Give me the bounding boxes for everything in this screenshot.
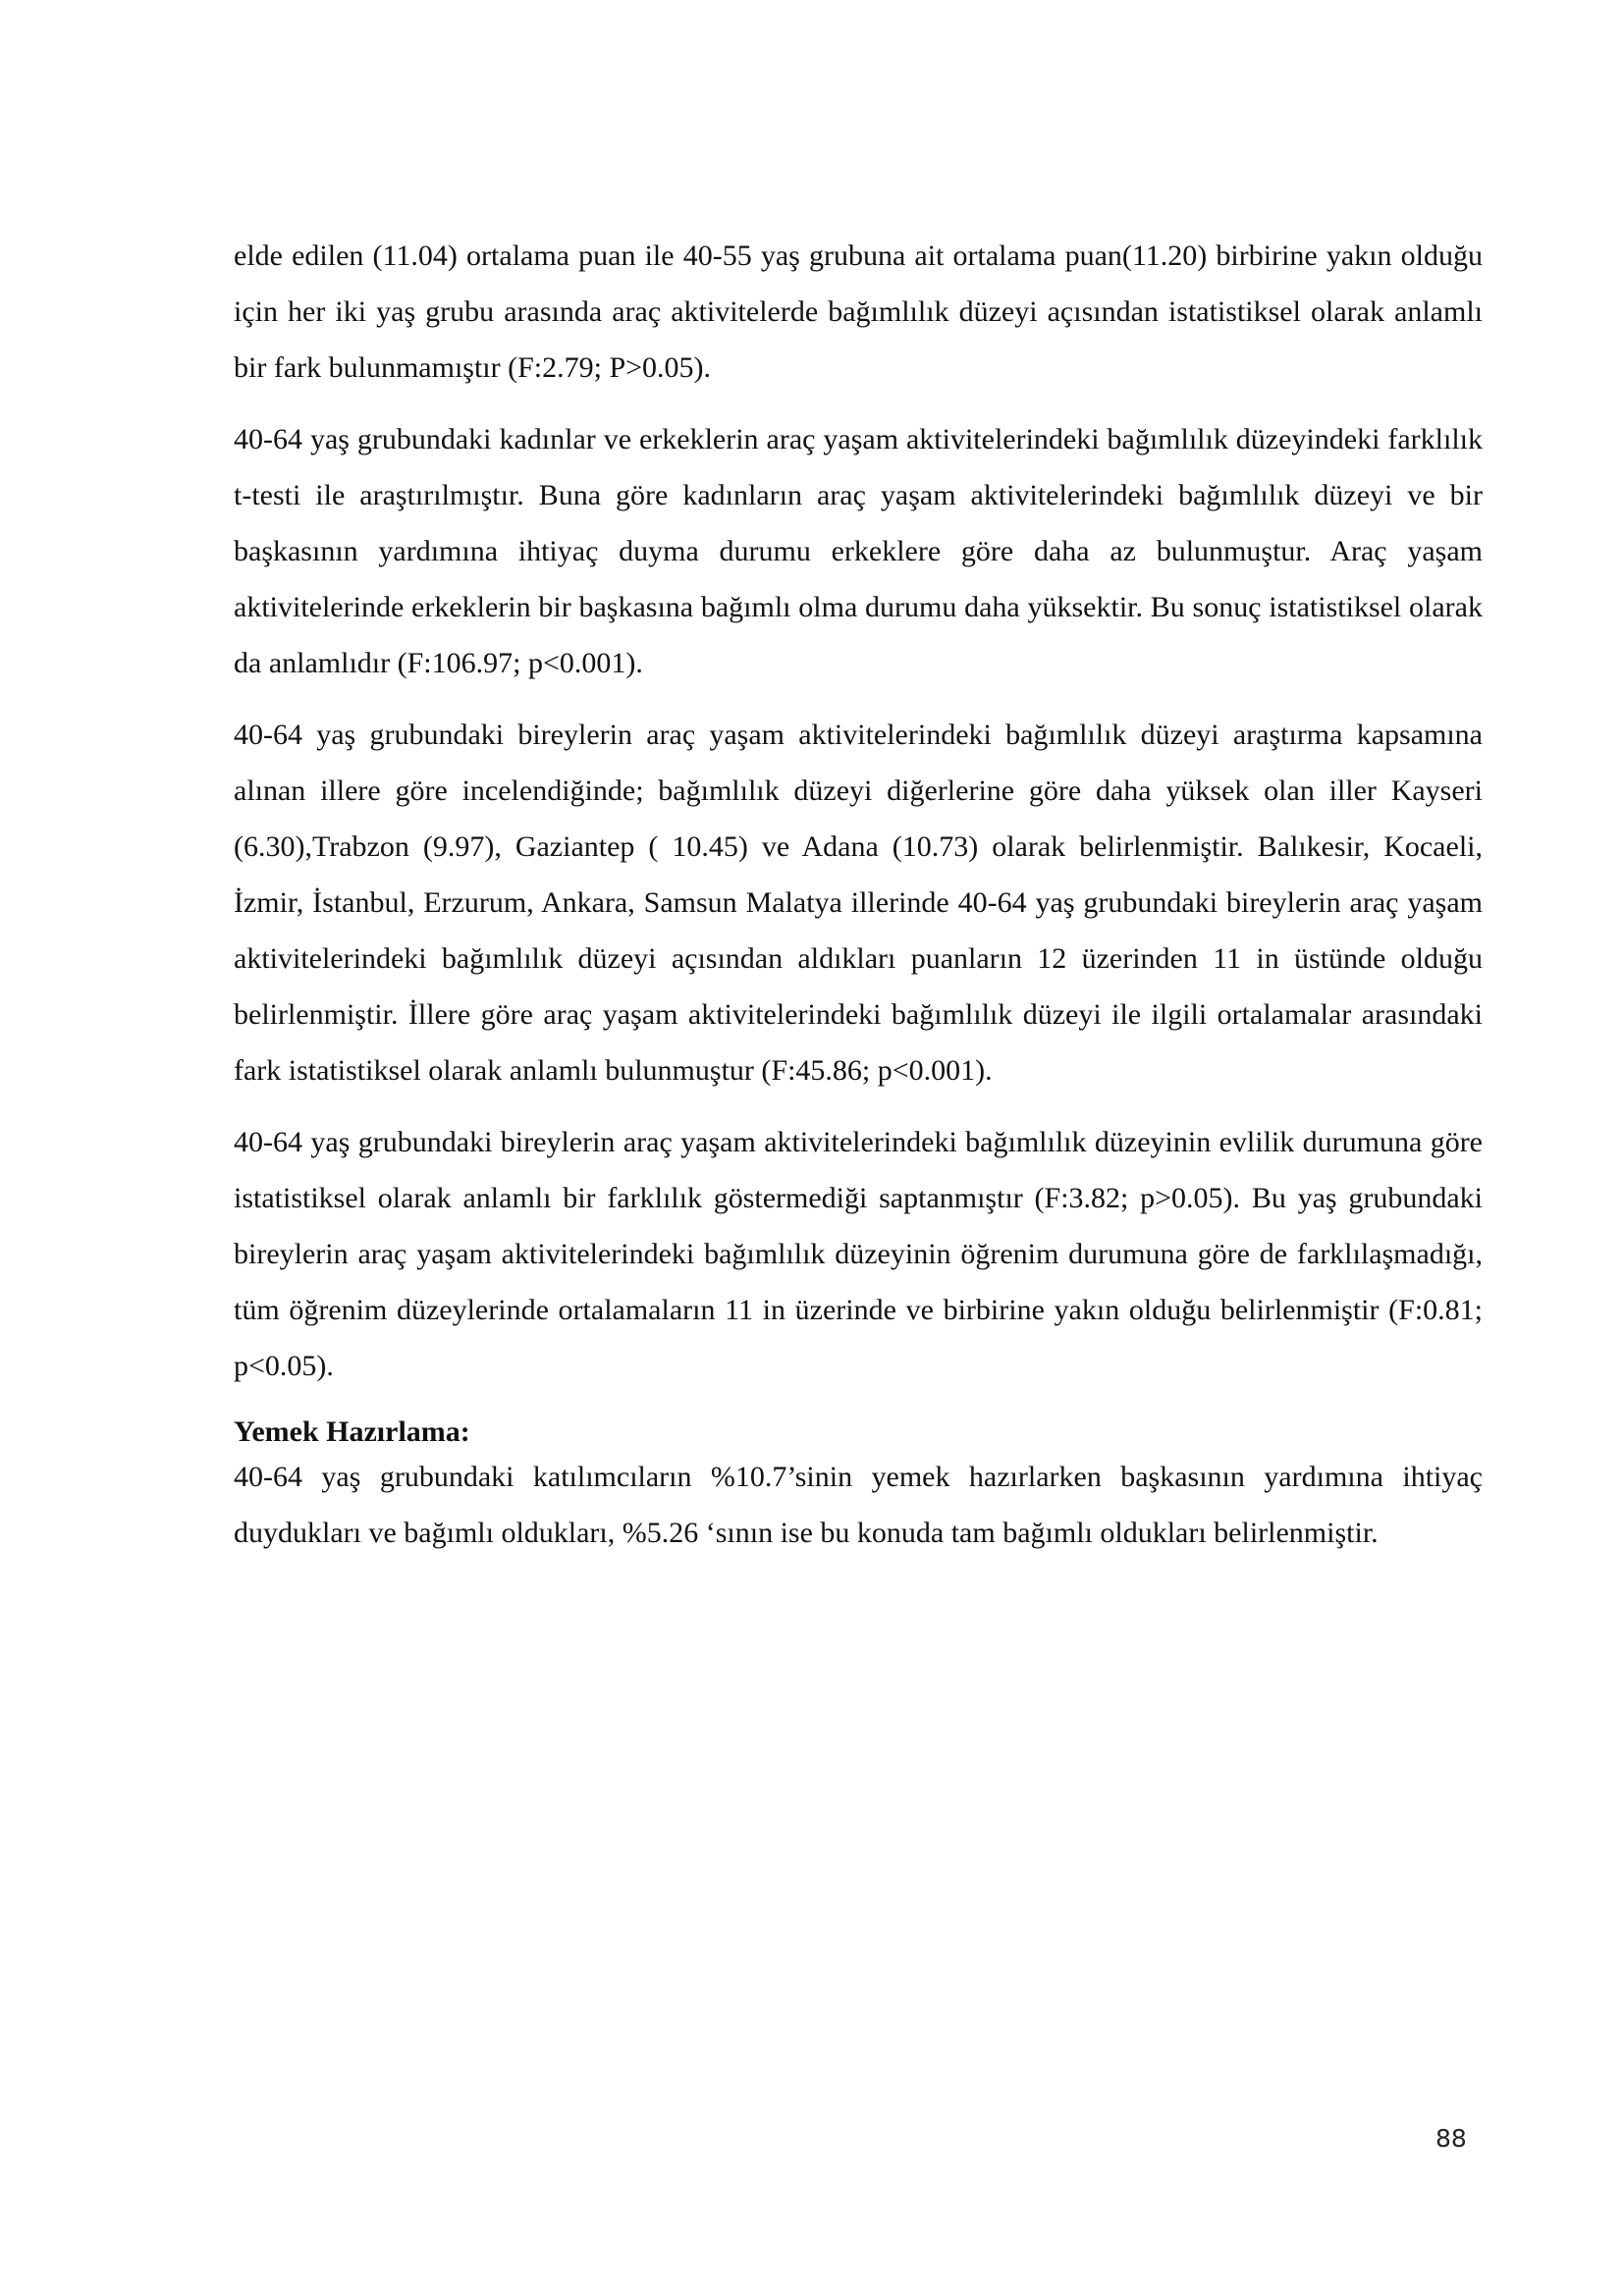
paragraph-province-comparison: 40-64 yaş grubundaki bireylerin araç yaşam aktivitelerindeki bağımlılık düzeyi araştırma kapsamına alınan illere göre incelendiğinde; bağımlılık düzeyi diğerlerine göre daha yüksek olan iller Kayseri (6.30),Trabzon (9.97), Gaziantep ( 10.45) ve Adana (10.73) olarak belirlenmiştir. Balıkesir, Kocaeli, İzmir, İstanbul, Erzurum, Ankara, Samsun Malatya illerinde 40-64 yaş grubundaki bireylerin araç yaşam aktivitelerindeki bağımlılık düzeyi açısından aldıkları puanların 12 üzerinden 11 in üstünde olduğu belirlenmiştir. İllere göre araç yaşam aktivitelerindeki bağımlılık düzeyi ile ilgili ortalamalar arasındaki fark istatistiksel olarak anlamlı bulunmuştur (F:45.86; p<0.001).: [234, 719, 1483, 1087]
document-page: [234, 228, 1483, 1561]
paragraph-gender-comparison: 40-64 yaş grubundaki kadınlar ve erkeklerin araç yaşam aktivitelerindeki bağımlılık düzeyindeki farklılık t-testi ile araştırılmıştır. Buna göre kadınların araç yaşam aktivitelerindeki bağımlılık düzeyi ve bir başkasının yardımına ihtiyaç duyma durumu erkeklere göre daha az bulunmuştur. Araç yaşam aktivitelerinde erkeklerin bir başkasına bağımlı olma durumu daha yüksektir. Bu sonuç istatistiksel olarak da anlamlıdır (F:106.97; p<0.001).: [234, 423, 1483, 679]
page-number: 88: [1435, 2124, 1467, 2153]
section-meal-preparation: [234, 1415, 1483, 1561]
section-heading: Yemek Hazırlama:: [234, 1415, 470, 1448]
paragraph-age-group-comparison: elde edilen (11.04) ortalama puan ile 40-55 yaş grubuna ait ortalama puan(11.20) birbirine yakın olduğu için her iki yaş grubu arasında araç aktivitelerde bağımlılık düzeyi açısından istatistiksel olarak anlamlı bir fark bulunmamıştır (F:2.79; P>0.05).: [234, 240, 1483, 384]
paragraph-marital-education-comparison: 40-64 yaş grubundaki bireylerin araç yaşam aktivitelerindeki bağımlılık düzeyinin evlilik durumuna göre istatistiksel olarak anlamlı bir farklılık göstermediği saptanmıştır (F:3.82; p>0.05). Bu yaş grubundaki bireylerin araç yaşam aktivitelerindeki bağımlılık düzeyinin öğrenim durumuna göre de farklılaşmadığı, tüm öğrenim düzeylerinde ortalamaların 11 in üzerinde ve birbirine yakın olduğu belirlenmiştir (F:0.81; p<0.05).: [234, 1126, 1483, 1382]
section-paragraph: 40-64 yaş grubundaki katılımcıların %10.7’sinin yemek hazırlarken başkasının yardımına ihtiyaç duydukları ve bağımlı oldukları, %5.26 ‘sının ise bu konuda tam bağımlı oldukları belirlenmiştir.: [234, 1461, 1483, 1549]
